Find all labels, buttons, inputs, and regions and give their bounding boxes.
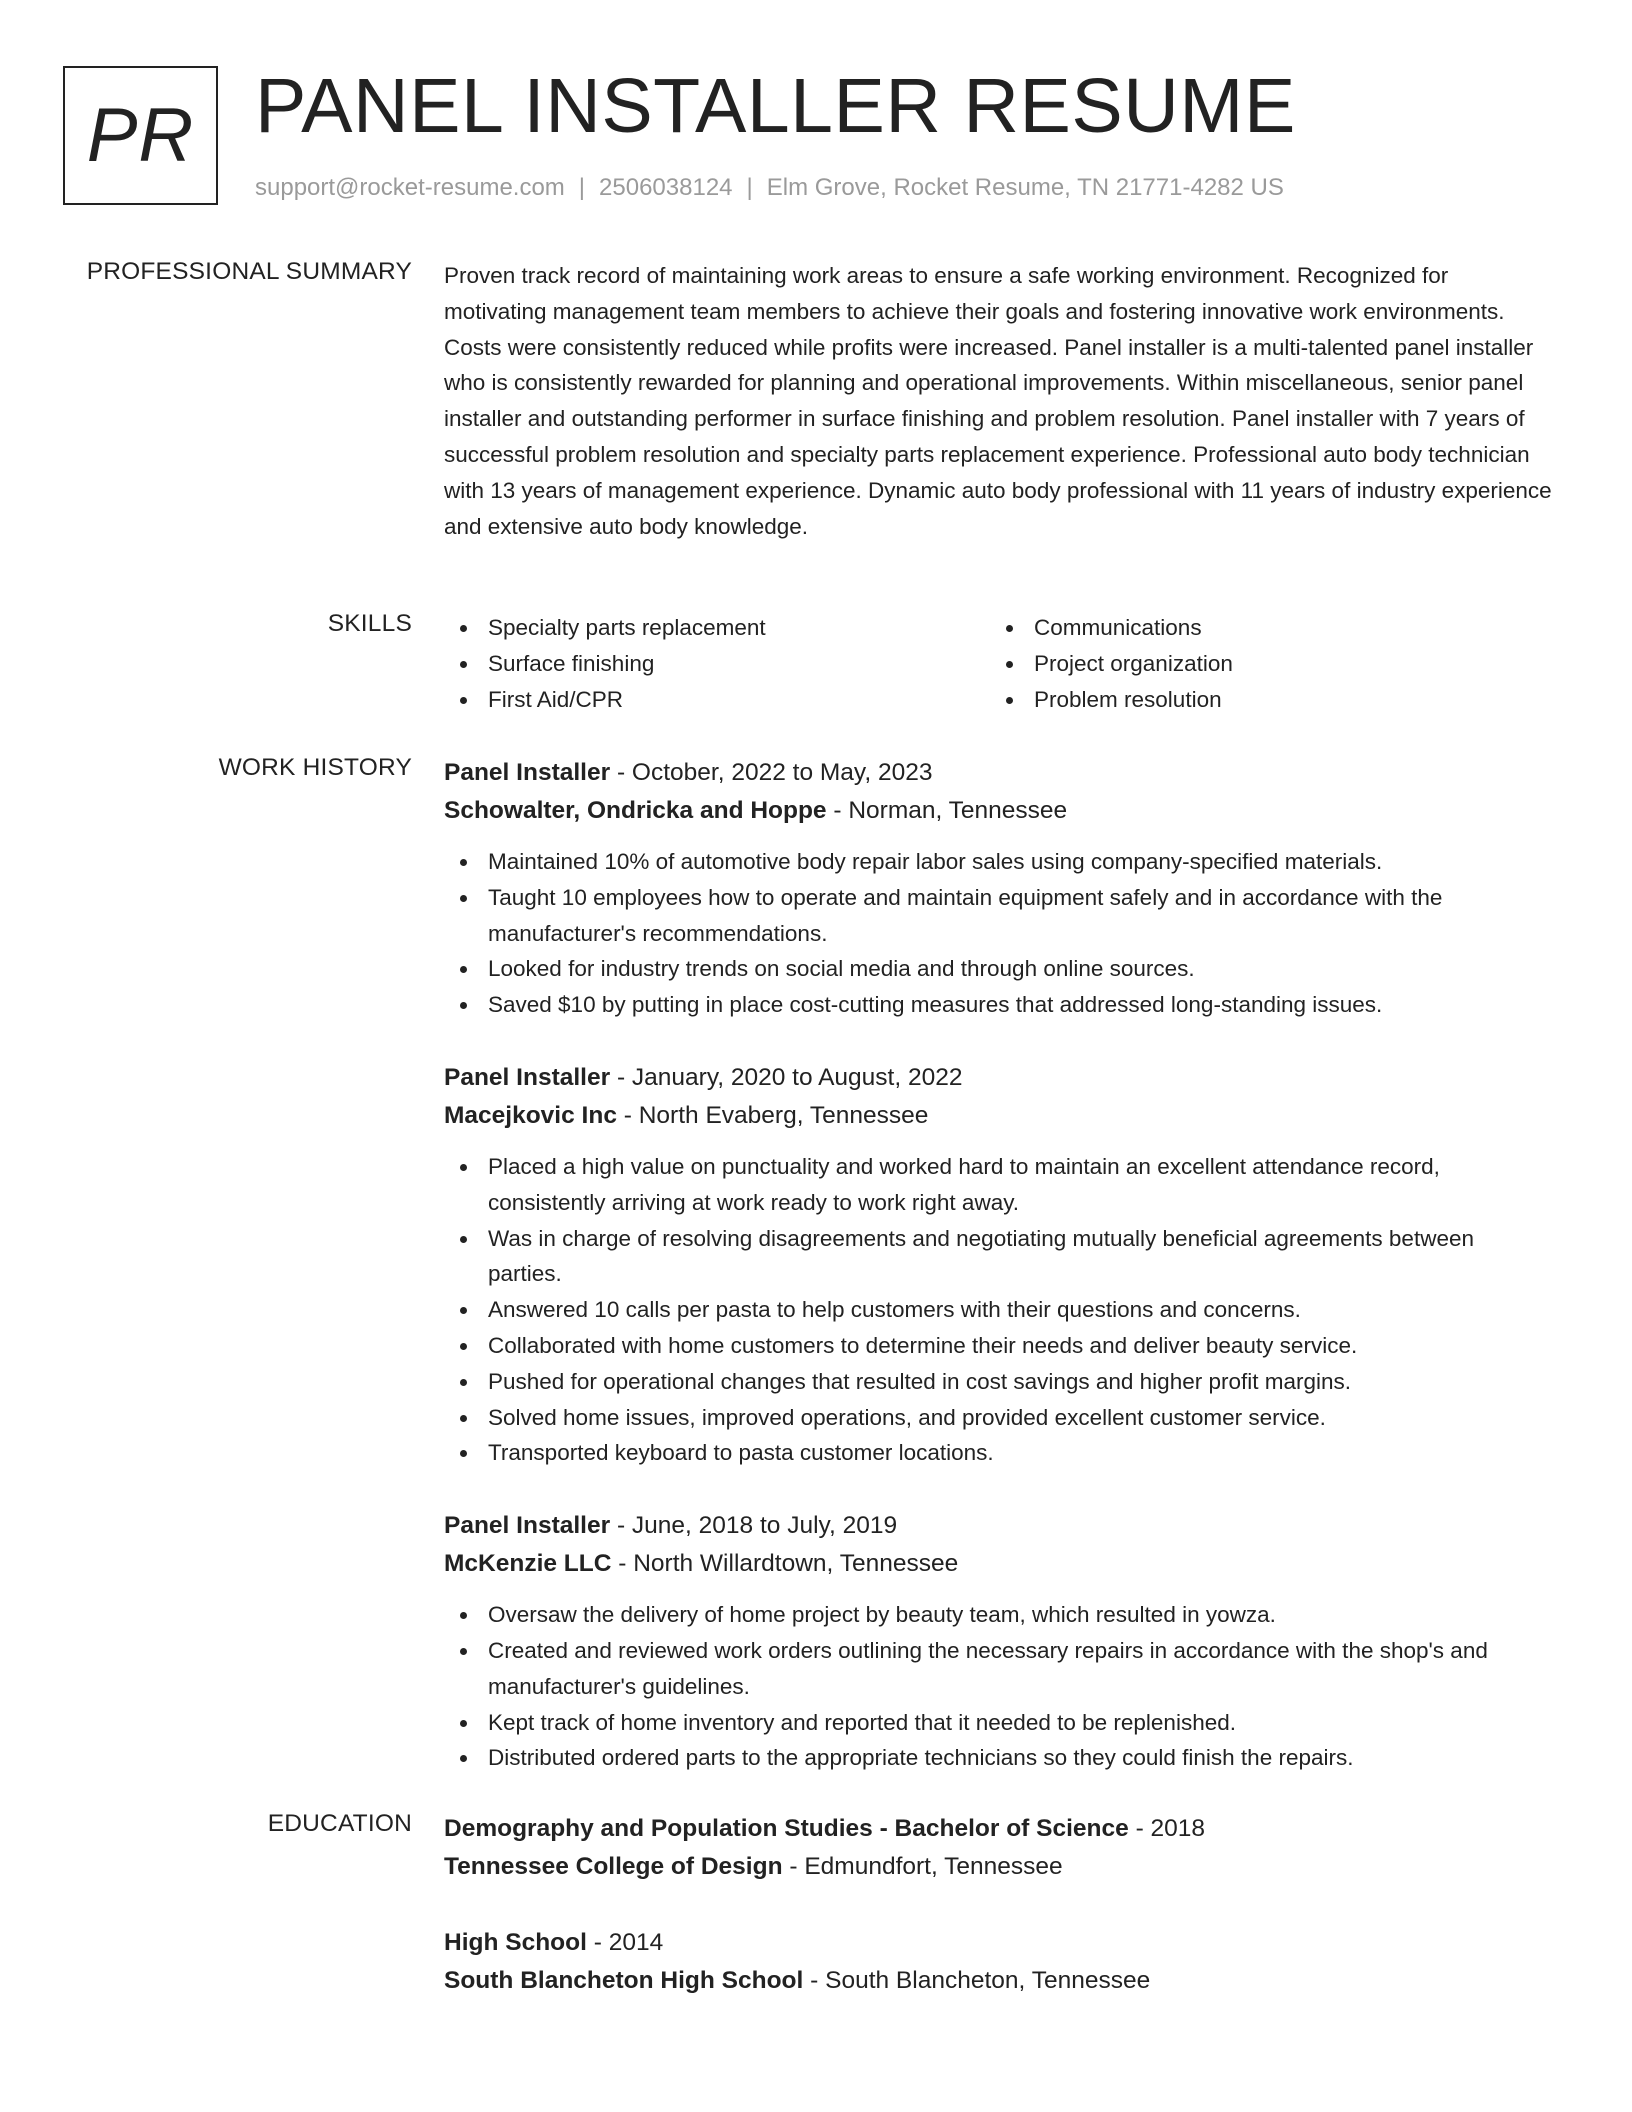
job-bullet: Saved $10 by putting in place cost-cutting measures that addressed long-standing issues. (444, 987, 1554, 1023)
summary-text: Proven track record of maintaining work areas to ensure a safe working environment. Recognized for motivating management team members to achieve their goals and fostering innovative work environments. Costs were consistently reduced while profits were increased. Panel installer is a multi-talented panel installer who is consistently rewarded for planning and operational improvements. Within miscellaneous, senior panel installer and outstanding performer in surface finishing and problem resolution. Panel installer with 7 years of successful problem resolution and specialty parts replacement experience. Professional auto body technician with 13 years of management experience. Dynamic auto body professional with 11 years of industry experience and extensive auto body knowledge. (444, 263, 1552, 539)
job-bullet: Looked for industry trends on social media and through online sources. (444, 951, 1554, 987)
job-location: - Norman, Tennessee (826, 797, 1068, 824)
skills-column-right (990, 610, 1536, 717)
job-bullets (444, 1597, 1554, 1776)
education-degree: Demography and Population Studies - Bachelor of Science (444, 1815, 1129, 1842)
education-location: - South Blancheton, Tennessee (803, 1967, 1151, 1994)
skill-item: Surface finishing (444, 646, 990, 682)
education-school-line (444, 1962, 1554, 2000)
education-school: Tennessee College of Design (444, 1853, 783, 1880)
job-bullet: Taught 10 employees how to operate and maintain equipment safely and in accordance with the manufacturer's recommendations. (444, 880, 1554, 952)
job-company-line (444, 1097, 1554, 1135)
skill-item: Problem resolution (990, 682, 1536, 718)
contact-phone[interactable]: 2506038124 (599, 174, 733, 201)
job-dates: - January, 2020 to August, 2022 (610, 1063, 963, 1091)
education-degree-line (444, 1924, 1554, 1962)
job-bullets (444, 1149, 1554, 1471)
education-year: - 2018 (1128, 1815, 1206, 1842)
section-label-education: EDUCATION (267, 1810, 412, 1837)
job-bullets (444, 844, 1554, 1023)
work-history-list (444, 754, 1554, 1812)
job-company-line (444, 1545, 1554, 1583)
job-bullet: Maintained 10% of automotive body repair labor sales using company-specified materials. (444, 844, 1554, 880)
skill-item: Communications (990, 610, 1536, 646)
job-entry (444, 1059, 1554, 1471)
education-entry (444, 1810, 1554, 1886)
job-bullet: Transported keyboard to pasta customer locations. (444, 1435, 1554, 1471)
job-bullet: Answered 10 calls per pasta to help customers with their questions and concerns. (444, 1292, 1554, 1328)
job-bullet: Placed a high value on punctuality and worked hard to maintain an excellent attendance record, consistently arriving at work ready to work right away. (444, 1149, 1554, 1221)
skill-item: Specialty parts replacement (444, 610, 990, 646)
job-bullet: Distributed ordered parts to the appropriate technicians so they could finish the repairs. (444, 1740, 1554, 1776)
job-company: Schowalter, Ondricka and Hoppe (444, 797, 827, 824)
education-location: - Edmundfort, Tennessee (782, 1853, 1063, 1880)
education-school: South Blancheton High School (444, 1967, 804, 1994)
job-entry (444, 754, 1554, 1023)
contact-email[interactable]: support@rocket-resume.com (255, 174, 565, 201)
section-label-skills: SKILLS (327, 610, 412, 637)
education-degree-line (444, 1810, 1554, 1848)
job-company: Macejkovic Inc (444, 1101, 617, 1129)
job-location: - North Willardtown, Tennessee (611, 1550, 959, 1578)
education-list (444, 1810, 1554, 2038)
education-school-line (444, 1848, 1554, 1886)
section-label-work: WORK HISTORY (218, 754, 412, 781)
contact-address: Elm Grove, Rocket Resume, TN 21771-4282 US (766, 174, 1284, 201)
job-entry (444, 1507, 1554, 1776)
skill-item: First Aid/CPR (444, 682, 990, 718)
education-degree: High School (444, 1929, 587, 1956)
job-title: Panel Installer (444, 1512, 611, 1540)
skills-column-left (444, 610, 990, 717)
job-title-line (444, 1059, 1554, 1097)
job-bullet: Was in charge of resolving disagreements and negotiating mutually beneficial agreements between parties. (444, 1221, 1554, 1293)
job-bullet: Oversaw the delivery of home project by beauty team, which resulted in yowza. (444, 1597, 1554, 1633)
resume-title: PANEL INSTALLER RESUME (255, 63, 1296, 149)
job-bullet: Kept track of home inventory and reported that it needed to be replenished. (444, 1705, 1554, 1741)
job-bullet: Created and reviewed work orders outlining the necessary repairs in accordance with the shop's and manufacturer's guidelines. (444, 1633, 1554, 1705)
job-bullet: Solved home issues, improved operations, and provided excellent customer service. (444, 1400, 1554, 1436)
job-dates: - October, 2022 to May, 2023 (610, 759, 933, 786)
job-title-line (444, 1507, 1554, 1545)
skill-item: Project organization (990, 646, 1536, 682)
education-entry (444, 1924, 1554, 2000)
job-title-line (444, 754, 1554, 792)
job-title: Panel Installer (444, 1063, 611, 1091)
job-company: McKenzie LLC (444, 1550, 612, 1578)
job-title: Panel Installer (444, 759, 611, 786)
job-location: - North Evaberg, Tennessee (616, 1101, 929, 1129)
job-bullet: Collaborated with home customers to determine their needs and deliver beauty service. (444, 1328, 1554, 1364)
skills-list (444, 610, 1554, 717)
section-label-summary: PROFESSIONAL SUMMARY (86, 258, 412, 285)
contact-separator: | (578, 174, 586, 201)
contact-line (255, 174, 1284, 202)
contact-separator: | (746, 174, 753, 201)
job-dates: - June, 2018 to July, 2019 (610, 1512, 898, 1540)
monogram-badge: PR (63, 66, 218, 205)
job-company-line (444, 792, 1554, 830)
job-bullet: Pushed for operational changes that resulted in cost savings and higher profit margins. (444, 1364, 1554, 1400)
education-year: - 2014 (586, 1929, 664, 1956)
